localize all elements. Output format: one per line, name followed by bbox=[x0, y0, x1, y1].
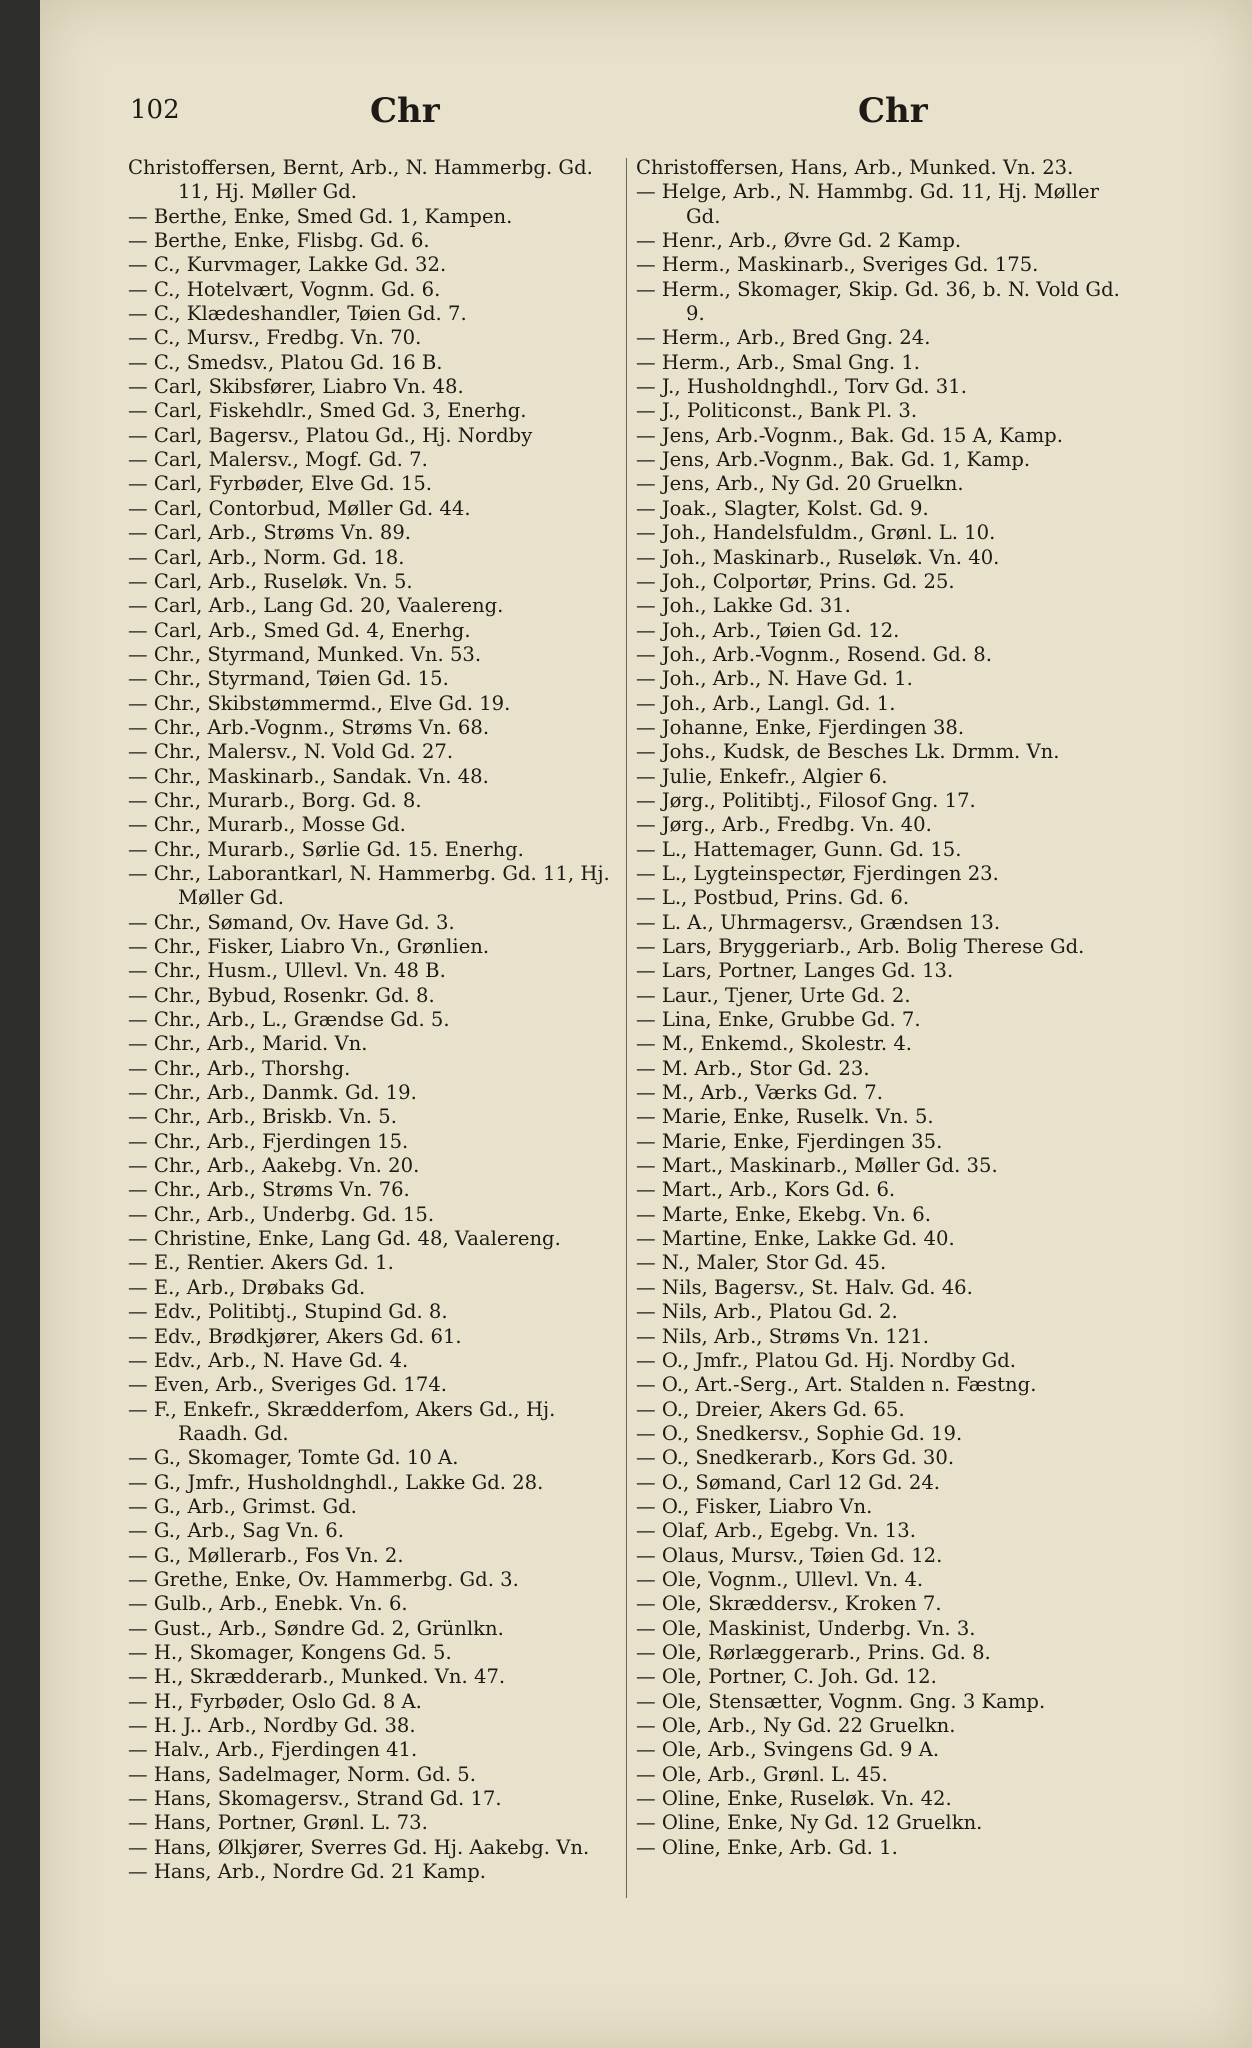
directory-entry: — Olaus, Mursv., Tøien Gd. 12. bbox=[636, 1543, 943, 1567]
directory-entry: — Joh., Maskinarb., Ruseløk. Vn. 40. bbox=[636, 545, 1000, 569]
directory-entry: — N., Maler, Stor Gd. 45. bbox=[636, 1251, 887, 1275]
directory-entry: — Carl, Skibsfører, Liabro Vn. 48. bbox=[128, 375, 464, 399]
directory-entry: — H. J.. Arb., Nordby Gd. 38. bbox=[128, 1714, 416, 1737]
directory-entry: — J., Politiconst., Bank Pl. 3. bbox=[636, 399, 918, 423]
directory-entry: — Chr., Murarb., Sørlie Gd. 15. Enerhg. bbox=[128, 837, 524, 861]
directory-entry: — J., Husholdnghdl., Torv Gd. 31. bbox=[636, 375, 967, 399]
directory-entry: — C., Smedsv., Platou Gd. 16 B. bbox=[128, 350, 443, 374]
directory-entry: — Chr., Murarb., Mosse Gd. bbox=[128, 813, 406, 837]
directory-entry: — Olaf, Arb., Egebg. Vn. 13. bbox=[636, 1519, 916, 1543]
directory-page bbox=[40, 0, 1252, 2048]
directory-entry: — E., Arb., Drøbaks Gd. bbox=[128, 1275, 366, 1299]
directory-entry: — G., Arb., Grimst. Gd. bbox=[128, 1494, 357, 1518]
directory-entry: — O., Sømand, Carl 12 Gd. 24. bbox=[636, 1470, 941, 1494]
directory-entry: — Halv., Arb., Fjerdingen 41. bbox=[128, 1738, 418, 1762]
directory-entry: — C., Hotelvært, Vognm. Gd. 6. bbox=[128, 277, 441, 301]
directory-entry: — Herm., Maskinarb., Sveriges Gd. 175. bbox=[636, 253, 1039, 277]
directory-entry: — Carl, Arb., Ruseløk. Vn. 5. bbox=[128, 569, 413, 593]
directory-entry: — Chr., Laborantkarl, N. Hammerbg. Gd. 11, Hj. Møller Gd. bbox=[128, 861, 610, 910]
directory-entry: — F., Enkefr., Skrædderfom, Akers Gd., Hj. Raadh. Gd. bbox=[128, 1397, 556, 1445]
directory-entry: — Jens, Arb., Ny Gd. 20 Gruelkn. bbox=[636, 472, 964, 496]
directory-entry: — Chr., Arb., Aakebg. Vn. 20. bbox=[128, 1154, 420, 1178]
directory-entry: — C., Klædeshandler, Tøien Gd. 7. bbox=[128, 302, 467, 326]
directory-entry: — L. A., Uhrmagersv., Grændsen 13. bbox=[636, 910, 1001, 934]
directory-entry: — Joh., Lakke Gd. 31. bbox=[636, 594, 851, 618]
directory-entry: — Oline, Enke, Ruseløk. Vn. 42. bbox=[636, 1787, 952, 1811]
directory-entry: — Chr., Arb., Thorshg. bbox=[128, 1056, 351, 1080]
directory-entry: — G., Møllerarb., Fos Vn. 2. bbox=[128, 1543, 404, 1567]
directory-entry: — Joak., Slagter, Kolst. Gd. 9. bbox=[636, 496, 929, 520]
directory-entry: — Ole, Rørlæggerarb., Prins. Gd. 8. bbox=[636, 1640, 991, 1664]
directory-entry: Christoffersen, Hans, Arb., Munked. Vn. 23. bbox=[636, 156, 1074, 179]
directory-entry: — Ole, Maskinist, Underbg. Vn. 3. bbox=[636, 1616, 976, 1640]
directory-entry: — Joh., Colportør, Prins. Gd. 25. bbox=[636, 569, 955, 593]
directory-entry: — Helge, Arb., N. Hammbg. Gd. 11, Hj. Møller Gd. bbox=[636, 180, 1099, 228]
directory-entry: — L., Lygteinspectør, Fjerdingen 23. bbox=[636, 861, 999, 885]
directory-entry: — Joh., Handelsfuldm., Grønl. L. 10. bbox=[636, 521, 996, 545]
directory-entry: — Mart., Arb., Kors Gd. 6. bbox=[636, 1178, 896, 1202]
directory-entry: — Chr., Arb., Strøms Vn. 76. bbox=[128, 1178, 410, 1202]
directory-entry: — C., Mursv., Fredbg. Vn. 70. bbox=[128, 326, 422, 350]
directory-entry: — E., Rentier. Akers Gd. 1. bbox=[128, 1251, 394, 1275]
directory-entry: — Edv., Brødkjører, Akers Gd. 61. bbox=[128, 1324, 462, 1348]
directory-entry: — Gulb., Arb., Enebk. Vn. 6. bbox=[128, 1592, 408, 1616]
directory-entry: — O., Snedkersv., Sophie Gd. 19. bbox=[636, 1421, 963, 1445]
directory-entry: — G., Jmfr., Husholdnghdl., Lakke Gd. 28. bbox=[128, 1470, 544, 1494]
directory-entry: — Chr., Malersv., N. Vold Gd. 27. bbox=[128, 740, 454, 764]
directory-entry: — Jørg., Arb., Fredbg. Vn. 40. bbox=[636, 813, 932, 837]
directory-entry: — Chr., Arb., Briskb. Vn. 5. bbox=[128, 1105, 397, 1129]
directory-entry: — Chr., Maskinarb., Sandak. Vn. 48. bbox=[128, 764, 489, 788]
directory-entry: — Herm., Skomager, Skip. Gd. 36, b. N. Vold Gd. 9. bbox=[636, 277, 1120, 326]
page-header bbox=[40, 91, 1252, 135]
directory-entry: — Marte, Enke, Ekebg. Vn. 6. bbox=[636, 1202, 931, 1226]
directory-entry: — Edv., Arb., N. Have Gd. 4. bbox=[128, 1348, 409, 1372]
directory-entry: — Laur., Tjener, Urte Gd. 2. bbox=[636, 983, 911, 1007]
directory-entry: — O., Jmfr., Platou Gd. Hj. Nordby Gd. bbox=[636, 1348, 1017, 1372]
directory-entry: — Johs., Kudsk, de Besches Lk. Drmm. Vn. bbox=[636, 740, 1060, 764]
directory-entry: — Gust., Arb., Søndre Gd. 2, Grünlkn. bbox=[128, 1616, 504, 1640]
directory-entry: — Ole, Arb., Svingens Gd. 9 A. bbox=[636, 1738, 940, 1762]
directory-entry: — Chr., Husm., Ullevl. Vn. 48 B. bbox=[128, 959, 446, 983]
directory-entry: — Lars, Bryggeriarb., Arb. Bolig Therese Gd. bbox=[636, 935, 1085, 958]
directory-entry: Christoffersen, Bernt, Arb., N. Hammerbg. Gd. 11, Hj. Møller Gd. bbox=[128, 156, 593, 204]
directory-entry: — Even, Arb., Sveriges Gd. 174. bbox=[128, 1373, 448, 1397]
directory-entry: — Chr., Bybud, Rosenkr. Gd. 8. bbox=[128, 983, 435, 1007]
directory-entry: — Hans, Sadelmager, Norm. Gd. 5. bbox=[128, 1762, 476, 1786]
directory-entry: — H., Skrædderarb., Munked. Vn. 47. bbox=[128, 1665, 506, 1689]
directory-entry: — Chr., Arb.-Vognm., Strøms Vn. 68. bbox=[128, 715, 490, 739]
directory-entry: — M. Arb., Stor Gd. 23. bbox=[636, 1056, 870, 1080]
directory-entry: — Martine, Enke, Lakke Gd. 40. bbox=[636, 1227, 955, 1251]
right-column bbox=[636, 156, 1136, 1860]
directory-entry: — Ole, Arb., Grønl. L. 45. bbox=[636, 1762, 888, 1786]
directory-entry: — L., Hattemager, Gunn. Gd. 15. bbox=[636, 837, 962, 861]
directory-entry: — Johanne, Enke, Fjerdingen 38. bbox=[636, 715, 965, 739]
directory-entry: — Chr., Skibstømmermd., Elve Gd. 19. bbox=[128, 691, 511, 715]
directory-entry: — Nils, Bagersv., St. Halv. Gd. 46. bbox=[636, 1275, 973, 1299]
directory-entry: — Chr., Arb., Danmk. Gd. 19. bbox=[128, 1081, 417, 1105]
directory-entry: — Berthe, Enke, Flisbg. Gd. 6. bbox=[128, 229, 430, 253]
directory-entry: — Chr., Fisker, Liabro Vn., Grønlien. bbox=[128, 935, 490, 958]
directory-entry: — Ole, Portner, C. Joh. Gd. 12. bbox=[636, 1665, 937, 1689]
directory-entry: — O., Fisker, Liabro Vn. bbox=[636, 1494, 873, 1518]
directory-entry: — H., Skomager, Kongens Gd. 5. bbox=[128, 1640, 452, 1664]
directory-entry: — Mart., Maskinarb., Møller Gd. 35. bbox=[636, 1154, 998, 1178]
directory-entry: — Marie, Enke, Fjerdingen 35. bbox=[636, 1129, 943, 1153]
directory-entry: — Joh., Arb.-Vognm., Rosend. Gd. 8. bbox=[636, 642, 992, 666]
directory-entry: — Carl, Contorbud, Møller Gd. 44. bbox=[128, 496, 471, 520]
directory-entry: — Carl, Arb., Norm. Gd. 18. bbox=[128, 545, 405, 569]
header-right-running-head: Chr bbox=[858, 91, 928, 131]
directory-entry: — Hans, Arb., Nordre Gd. 21 Kamp. bbox=[128, 1860, 486, 1884]
directory-entry: — Edv., Politibtj., Stupind Gd. 8. bbox=[128, 1300, 448, 1324]
page-number: 102 bbox=[130, 95, 180, 125]
directory-entry: — Carl, Fyrbøder, Elve Gd. 15. bbox=[128, 472, 433, 496]
directory-entry: — L., Postbud, Prins. Gd. 6. bbox=[636, 886, 910, 910]
directory-entry: — Lina, Enke, Grubbe Gd. 7. bbox=[636, 1008, 921, 1032]
directory-entry: — Ole, Arb., Ny Gd. 22 Gruelkn. bbox=[636, 1714, 956, 1737]
directory-entry: — M., Arb., Værks Gd. 7. bbox=[636, 1081, 883, 1105]
directory-entry: — Carl, Arb., Lang Gd. 20, Vaalereng. bbox=[128, 594, 504, 618]
directory-entry: — O., Dreier, Akers Gd. 65. bbox=[636, 1397, 905, 1421]
directory-entry: — Jørg., Politibtj., Filosof Gng. 17. bbox=[636, 788, 976, 812]
directory-entry: — Chr., Styrmand, Tøien Gd. 15. bbox=[128, 667, 449, 691]
directory-entry: — Jens, Arb.-Vognm., Bak. Gd. 1, Kamp. bbox=[636, 448, 1031, 472]
directory-entry: — Joh., Arb., N. Have Gd. 1. bbox=[636, 667, 913, 691]
directory-entry: — Henr., Arb., Øvre Gd. 2 Kamp. bbox=[636, 229, 962, 253]
directory-entry: — Grethe, Enke, Ov. Hammerbg. Gd. 3. bbox=[128, 1567, 519, 1591]
directory-entry: — Chr., Arb., Fjerdingen 15. bbox=[128, 1129, 409, 1153]
directory-entry: — Carl, Fiskehdlr., Smed Gd. 3, Enerhg. bbox=[128, 399, 527, 423]
directory-entry: — Ole, Stensætter, Vognm. Gng. 3 Kamp. bbox=[636, 1689, 1046, 1713]
directory-entry: — M., Enkemd., Skolestr. 4. bbox=[636, 1032, 913, 1056]
directory-entry: — Carl, Arb., Strøms Vn. 89. bbox=[128, 521, 412, 545]
directory-entry: — Chr., Styrmand, Munked. Vn. 53. bbox=[128, 642, 482, 666]
directory-entry: — Chr., Murarb., Borg. Gd. 8. bbox=[128, 788, 422, 812]
directory-entry: — Ole, Skræddersv., Kroken 7. bbox=[636, 1592, 942, 1616]
directory-entry: — Nils, Arb., Strøms Vn. 121. bbox=[636, 1324, 929, 1348]
directory-entry: — Julie, Enkefr., Algier 6. bbox=[636, 764, 888, 788]
directory-entry: — Oline, Enke, Ny Gd. 12 Gruelkn. bbox=[636, 1811, 983, 1835]
directory-entry: — Chr., Sømand, Ov. Have Gd. 3. bbox=[128, 910, 455, 934]
directory-entry: — Christine, Enke, Lang Gd. 48, Vaalereng. bbox=[128, 1227, 561, 1251]
directory-entry: — H., Fyrbøder, Oslo Gd. 8 A. bbox=[128, 1689, 422, 1713]
directory-entry: — Carl, Malersv., Mogf. Gd. 7. bbox=[128, 448, 428, 472]
directory-entry: — Hans, Portner, Grønl. L. 73. bbox=[128, 1811, 428, 1835]
directory-entry: — Lars, Portner, Langes Gd. 13. bbox=[636, 959, 954, 983]
directory-entry: — Carl, Bagersv., Platou Gd., Hj. Nordby bbox=[128, 423, 533, 447]
directory-entry: — Jens, Arb.-Vognm., Bak. Gd. 15 A, Kamp. bbox=[636, 423, 1063, 447]
directory-entry: — Marie, Enke, Ruselk. Vn. 5. bbox=[636, 1105, 934, 1129]
directory-entry: — O., Art.-Serg., Art. Stalden n. Fæstng. bbox=[636, 1373, 1037, 1397]
directory-entry: — Hans, Skomagersv., Strand Gd. 17. bbox=[128, 1787, 502, 1811]
directory-entry: — Berthe, Enke, Smed Gd. 1, Kampen. bbox=[128, 204, 513, 228]
directory-entry: — Hans, Ølkjører, Sverres Gd. Hj. Aakebg. Vn. bbox=[128, 1835, 590, 1859]
directory-entry: — Nils, Arb., Platou Gd. 2. bbox=[636, 1300, 898, 1324]
directory-entry: — G., Arb., Sag Vn. 6. bbox=[128, 1519, 344, 1543]
directory-entry: — Ole, Vognm., Ullevl. Vn. 4. bbox=[636, 1567, 924, 1591]
directory-entry: — Herm., Arb., Bred Gng. 24. bbox=[636, 326, 931, 350]
directory-entry: — C., Kurvmager, Lakke Gd. 32. bbox=[128, 253, 447, 277]
directory-entry: — Chr., Arb., L., Grændse Gd. 5. bbox=[128, 1008, 450, 1032]
directory-entry: — Joh., Arb., Tøien Gd. 12. bbox=[636, 618, 900, 642]
header-left-running-head: Chr bbox=[370, 91, 440, 131]
directory-entry: — Carl, Arb., Smed Gd. 4, Enerhg. bbox=[128, 618, 471, 642]
directory-entry: — O., Snedkerarb., Kors Gd. 30. bbox=[636, 1446, 955, 1470]
directory-entry: — Oline, Enke, Arb. Gd. 1. bbox=[636, 1835, 898, 1859]
left-column bbox=[128, 156, 628, 1884]
directory-entry: — Chr., Arb., Underbg. Gd. 15. bbox=[128, 1202, 435, 1226]
directory-entry: — Herm., Arb., Smal Gng. 1. bbox=[636, 350, 921, 374]
directory-entry: — Chr., Arb., Marid. Vn. bbox=[128, 1032, 368, 1056]
directory-entry: — G., Skomager, Tomte Gd. 10 A. bbox=[128, 1446, 459, 1470]
directory-entry: — Joh., Arb., Langl. Gd. 1. bbox=[636, 691, 896, 715]
